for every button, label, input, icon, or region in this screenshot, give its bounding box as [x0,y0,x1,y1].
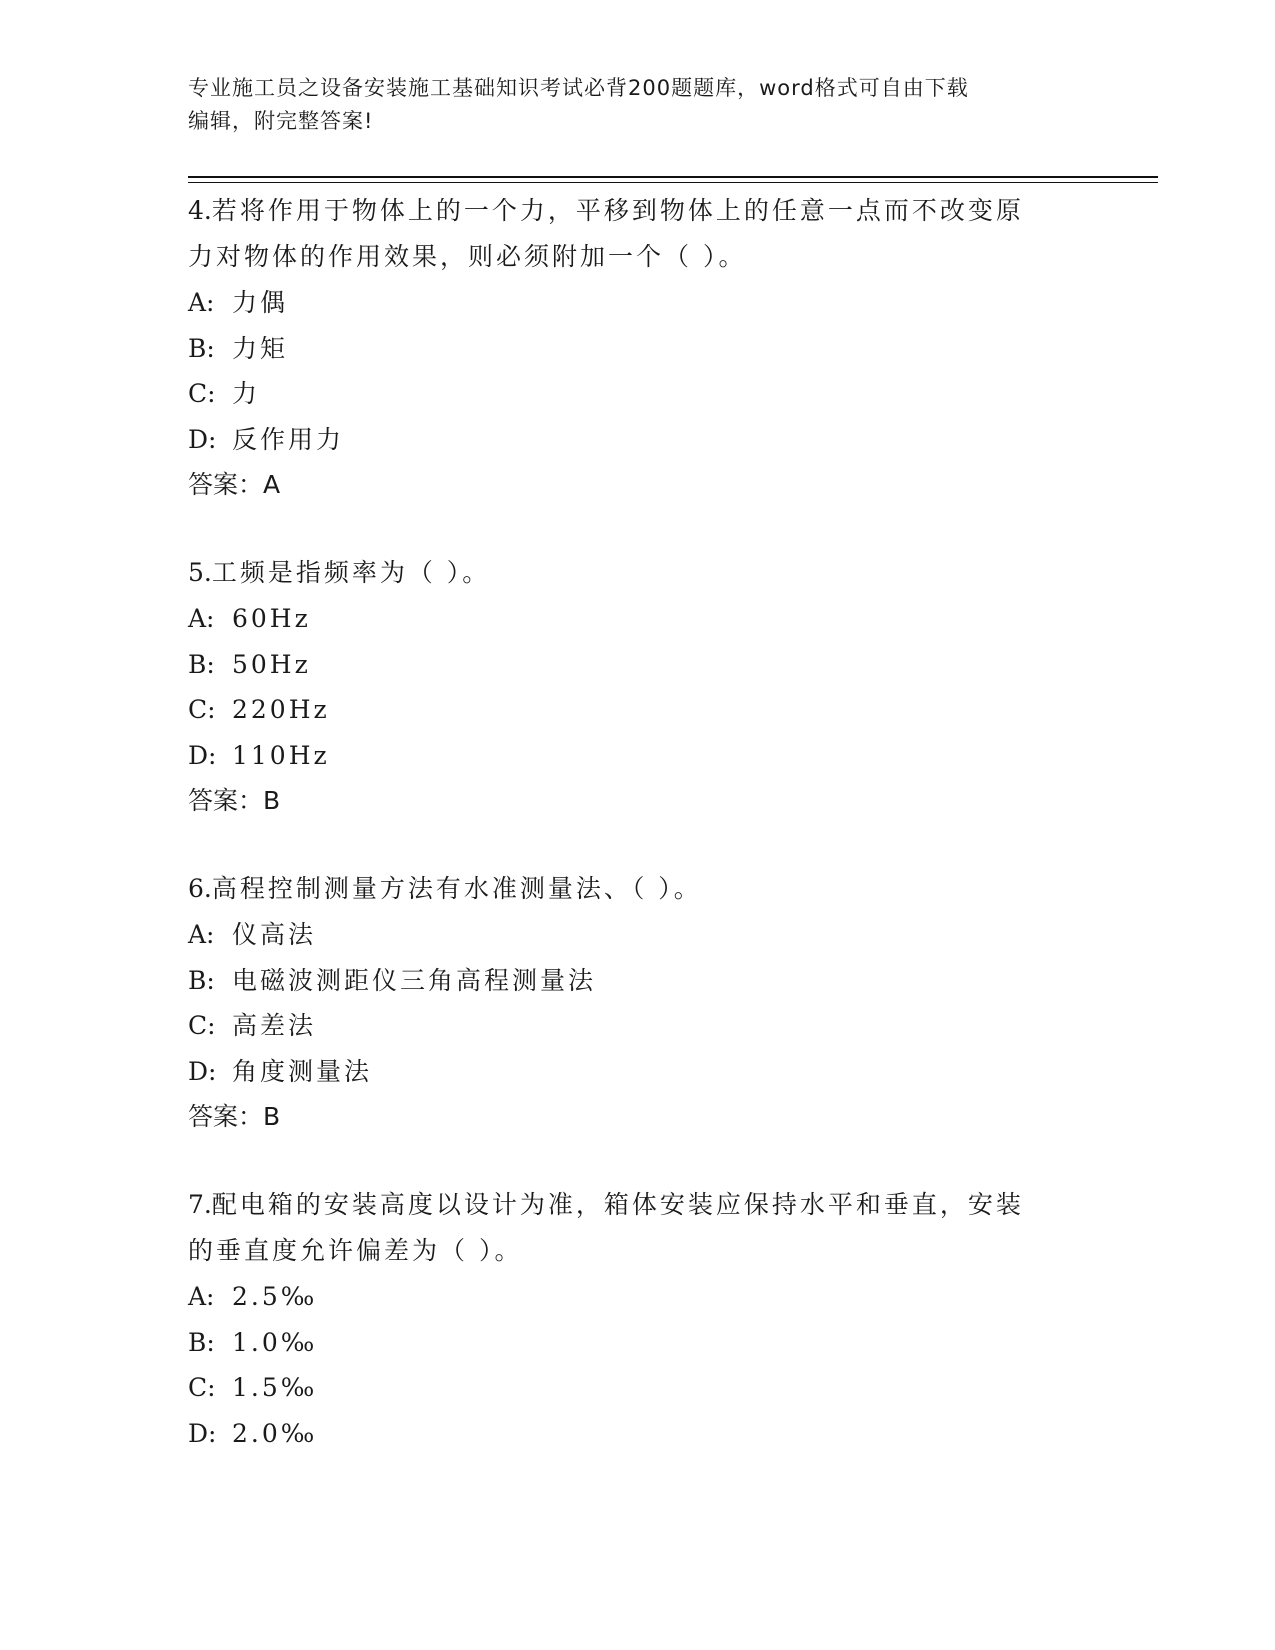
option-a [188,1274,1088,1320]
option-text: 力矩 [232,333,289,363]
question-text [188,188,1088,234]
option-c [188,687,1088,733]
question-6 [188,866,1088,1140]
option-label: D: [188,1056,217,1086]
option-label: A: [188,920,215,949]
option-text: 1.0‰ [232,1327,318,1357]
option-label: C: [188,1373,216,1402]
option-text: 2.5‰ [232,1282,318,1311]
option-label: B: [188,1327,215,1357]
answer-line [188,778,1088,824]
question-number: 6. [188,874,212,903]
question-text-line: 力对物体的作用效果，则必须附加一个（ ）。 [188,242,747,271]
question-number: 7. [188,1190,212,1219]
option-text: 1.5‰ [232,1373,318,1402]
answer-value: B [263,786,281,815]
header-title-line-2: 编辑，附完整答案! [188,109,374,133]
answer-label: 答案： [188,1102,264,1131]
option-text: 60Hz [232,604,311,633]
option-c [188,371,1088,417]
option-label: C: [188,1011,216,1040]
option-label: D: [188,424,217,454]
option-c [188,1365,1088,1411]
option-b [188,326,1088,372]
question-5 [188,550,1088,824]
option-text: 110Hz [232,740,330,770]
header-divider-thin [188,182,1158,183]
question-text-line: 高程控制测量方法有水准测量法、（ ）。 [211,874,702,903]
option-label: D: [188,740,217,770]
option-a [188,912,1088,958]
option-label: B: [188,965,215,995]
document-header [188,72,1088,138]
question-number: 4. [188,196,212,225]
option-d [188,417,1088,463]
question-list [188,188,1088,1498]
option-text: 电磁波测距仪三角高程测量法 [232,965,597,995]
option-label: C: [188,379,216,408]
option-label: B: [188,333,215,363]
answer-value: A [263,470,281,499]
option-text: 力偶 [232,288,289,317]
option-a [188,596,1088,642]
question-text [188,1182,1088,1228]
option-text: 力 [232,379,261,408]
option-b [188,1320,1088,1366]
option-text: 角度测量法 [232,1056,373,1086]
option-text: 高差法 [232,1011,317,1040]
header-title-line-1: 专业施工员之设备安装施工基础知识考试必背200题题库，word格式可自由下载 [188,76,969,100]
option-label: A: [188,604,215,633]
option-label: A: [188,1282,215,1311]
option-text: 2.0‰ [232,1418,318,1448]
answer-line [188,462,1088,508]
question-text-line: 的垂直度允许偏差为（ ）。 [188,1236,523,1265]
option-d [188,1049,1088,1095]
question-text-line: 若将作用于物体上的一个力，平移到物体上的任意一点而不改变原 [211,196,1024,225]
option-label: C: [188,695,216,724]
question-text-line: 工频是指频率为（ ）。 [211,558,491,587]
option-b [188,642,1088,688]
option-text: 仪高法 [232,920,317,949]
question-text-line: 配电箱的安装高度以设计为准，箱体安装应保持水平和垂直，安装 [211,1190,1024,1219]
option-label: A: [188,288,215,317]
answer-line [188,1094,1088,1140]
option-text: 反作用力 [232,424,345,454]
option-text: 220Hz [232,695,330,724]
header-divider-thick [188,176,1158,178]
question-text [188,866,1088,912]
option-label: B: [188,649,215,679]
question-4 [188,188,1088,508]
option-d [188,1411,1088,1457]
question-number: 5. [188,558,212,587]
option-text: 50Hz [232,649,311,679]
question-text [188,550,1088,596]
answer-label: 答案： [188,470,264,499]
option-c [188,1003,1088,1049]
option-d [188,733,1088,779]
option-a [188,280,1088,326]
answer-label: 答案： [188,786,264,815]
option-label: D: [188,1418,217,1448]
option-b [188,958,1088,1004]
question-7 [188,1182,1088,1456]
answer-value: B [263,1102,281,1131]
